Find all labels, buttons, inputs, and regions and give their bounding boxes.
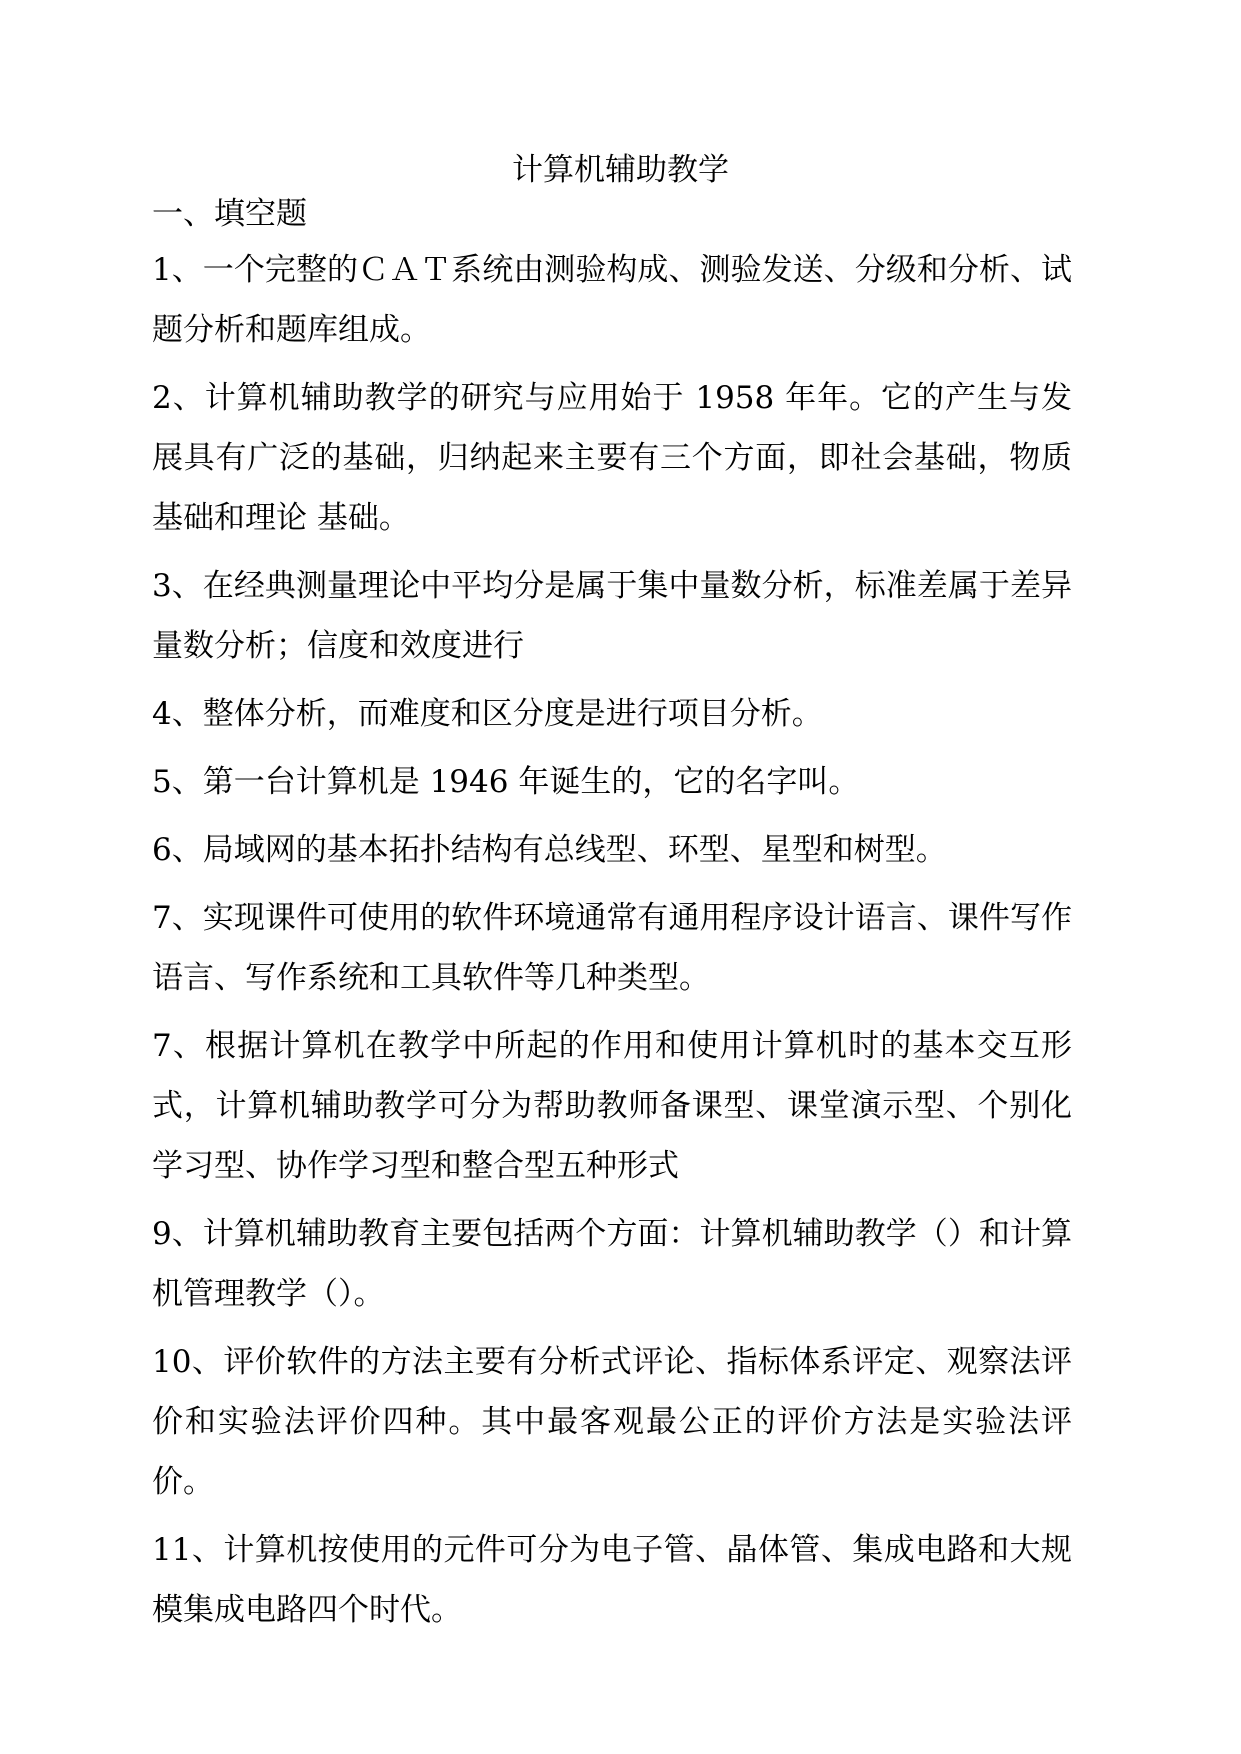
question-item: 4、整体分析，而难度和区分度是进行项目分析。 — [152, 696, 823, 732]
question-item: 7、根据计算机在教学中所起的作用和使用计算机时的基本交互形式，计算机辅助教学可分为帮助教师备课型、课堂演示型、个别化学习型、协作学习型和整合型五种形式 — [152, 1028, 1072, 1184]
question-item: 10、评价软件的方法主要有分析式评论、指标体系评定、观察法评价和实验法评价四种。其中最客观最公正的评价方法是实验法评价。 — [152, 1344, 1072, 1500]
question-item: 7、实现课件可使用的软件环境通常有通用程序设计语言、课件写作语言、写作系统和工具软件等几种类型。 — [152, 900, 1072, 996]
question-item: 5、第一台计算机是 1946 年诞生的，它的名字叫。 — [152, 764, 860, 800]
question-item: 9、计算机辅助教育主要包括两个方面：计算机辅助教学（）和计算机管理教学（）。 — [152, 1216, 1072, 1312]
document-title: 计算机辅助教学 — [512, 152, 729, 188]
question-item: 1、一个完整的ＣＡＴ系统由测验构成、测验发送、分级和分析、试题分析和题库组成。 — [152, 252, 1072, 348]
question-item: 2、计算机辅助教学的研究与应用始于 1958 年年。它的产生与发展具有广泛的基础，归纳起来主要有三个方面，即社会基础，物质基础和理论 基础。 — [152, 380, 1072, 536]
question-item: 6、局域网的基本拓扑结构有总线型、环型、星型和树型。 — [152, 832, 947, 868]
question-item: 11、计算机按使用的元件可分为电子管、晶体管、集成电路和大规模集成电路四个时代。 — [152, 1532, 1072, 1628]
question-list — [152, 240, 1072, 1648]
question-item: 3、在经典测量理论中平均分是属于集中量数分析，标准差属于差异量数分析；信度和效度进行 — [152, 568, 1072, 664]
section-heading: 一、填空题 — [152, 196, 307, 232]
